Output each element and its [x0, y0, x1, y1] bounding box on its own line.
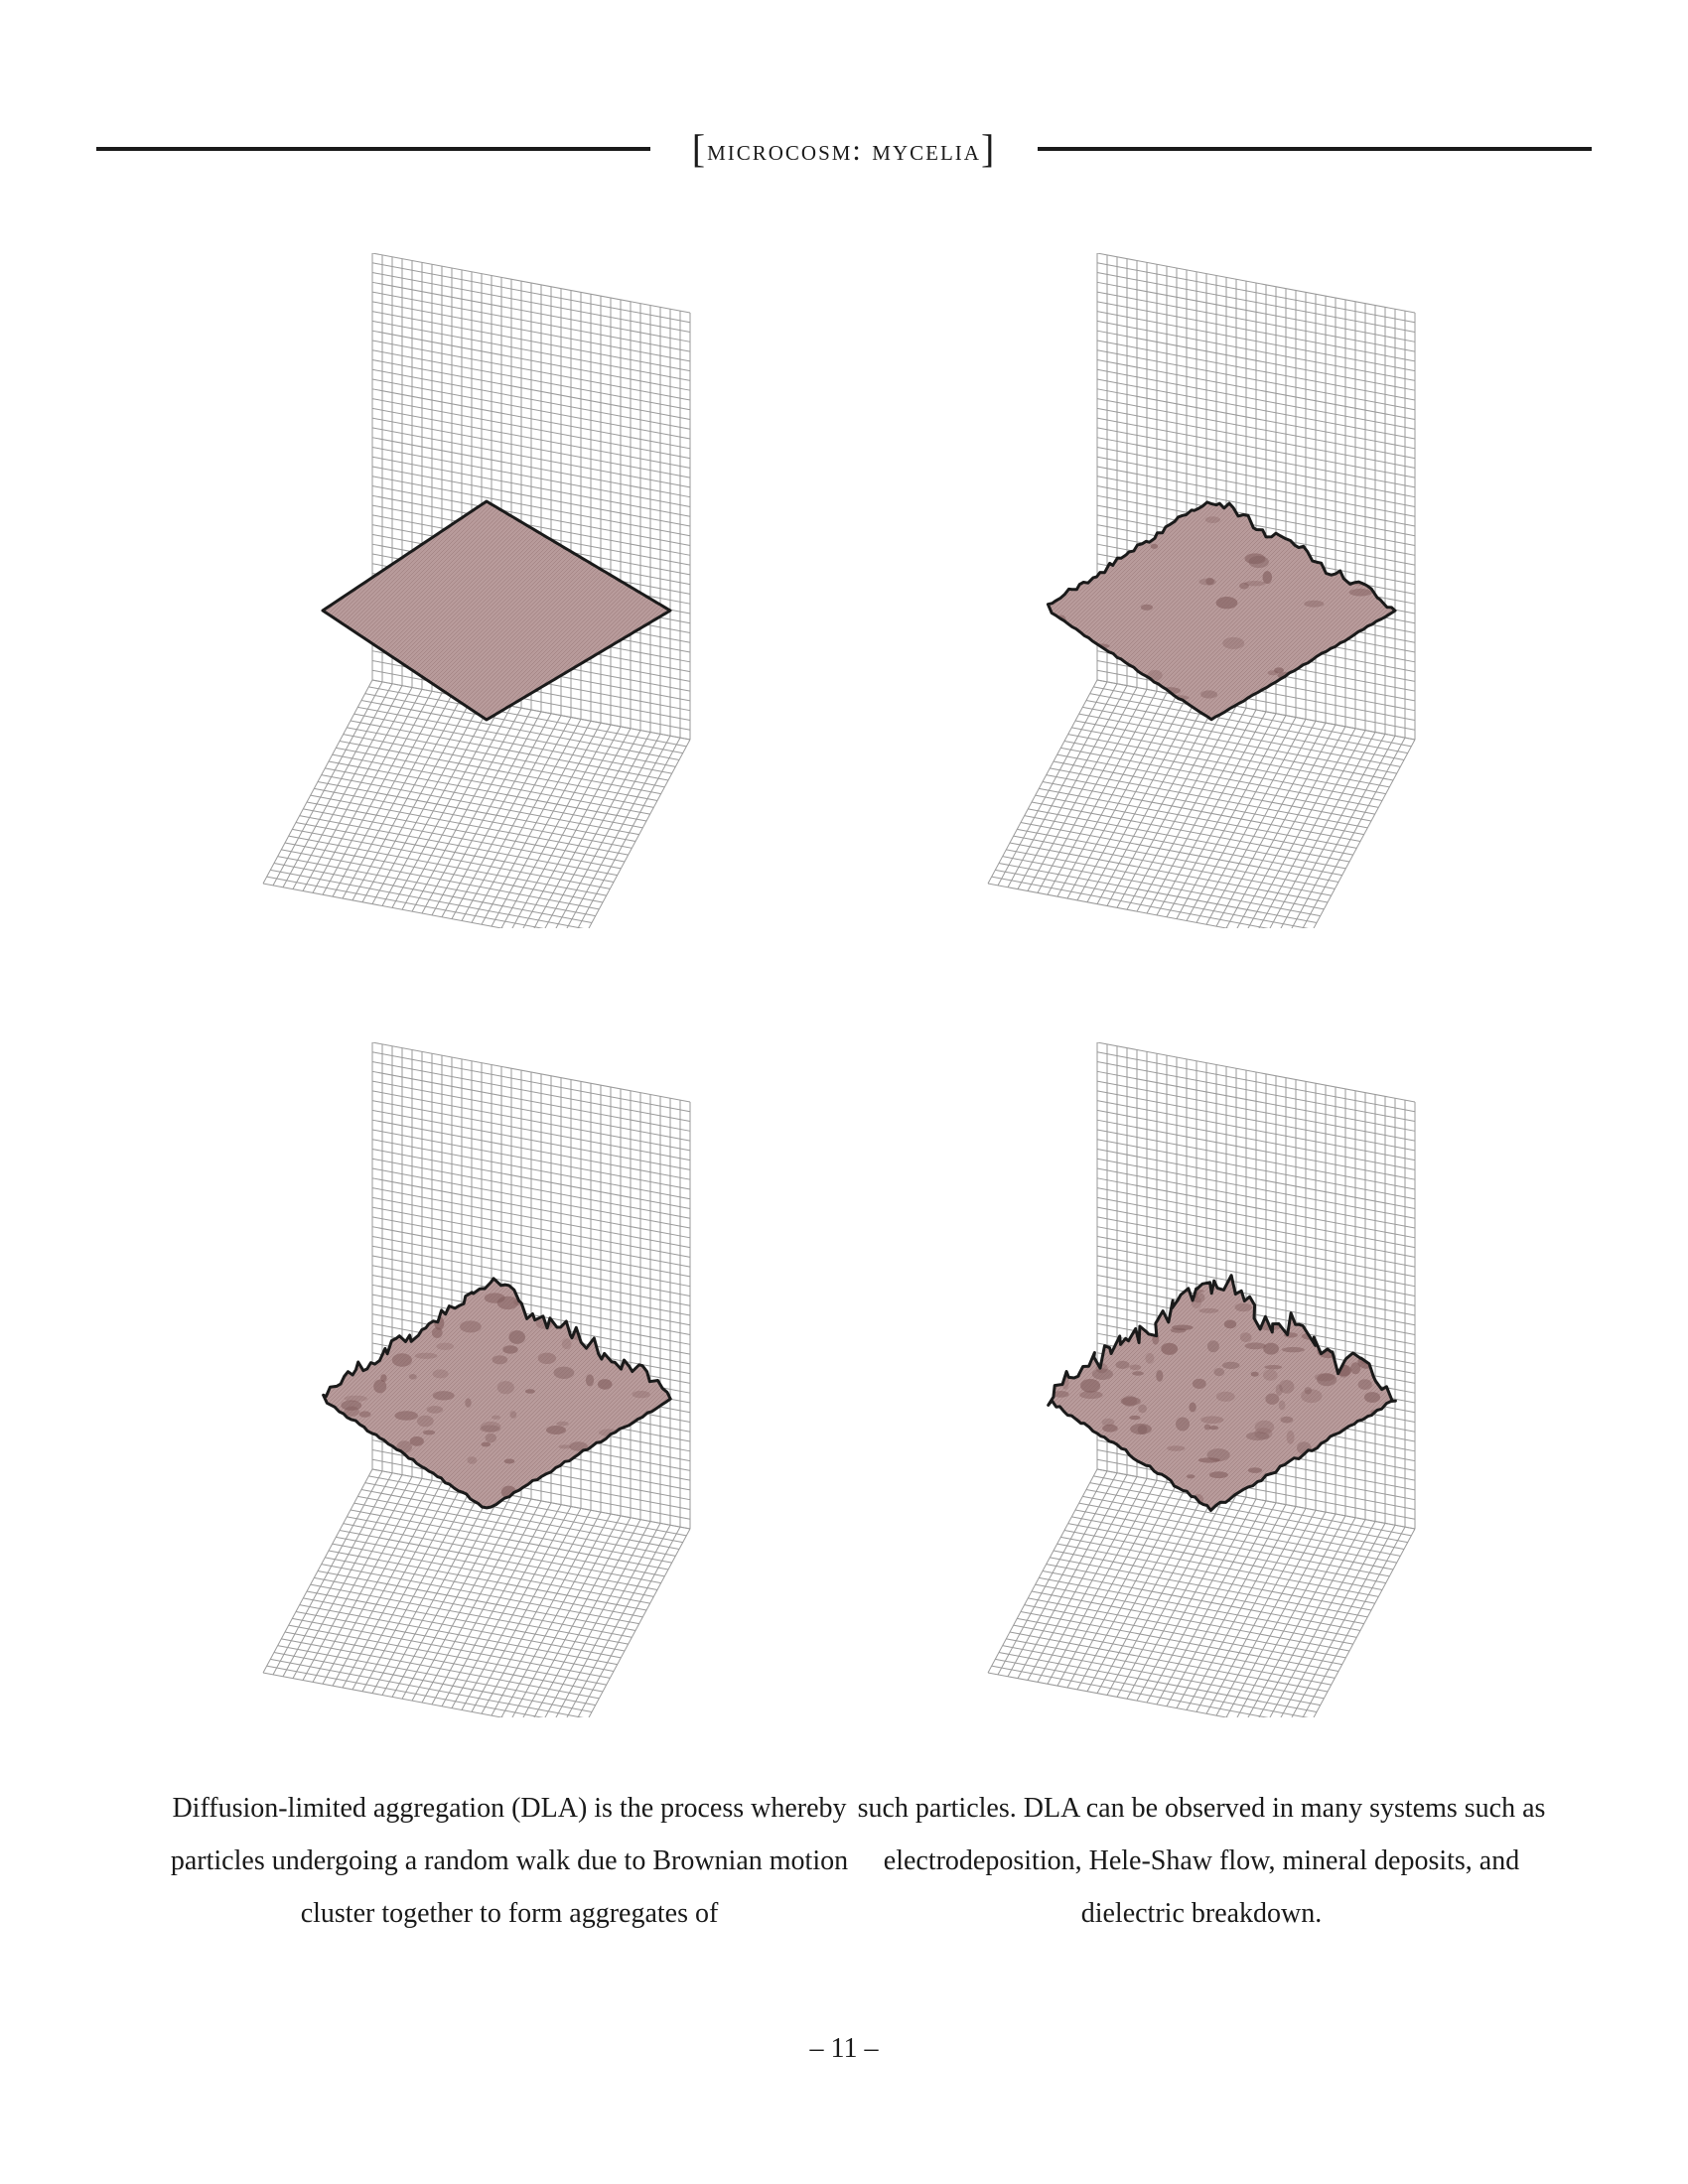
title-close-bracket: ]: [980, 126, 997, 171]
header-rule-left: [96, 147, 650, 151]
header-rule-right: [1038, 147, 1592, 151]
running-header: [0, 124, 1688, 174]
body-text-left-column: Diffusion-limited aggregation (DLA) is the process whereby particles undergoing a random walk due to Brownian motion cluster together to form aggregates of: [170, 1793, 849, 1929]
dla-panel-2: [933, 253, 1549, 928]
floor-grid: [263, 1469, 690, 1717]
section-title: [650, 124, 1038, 176]
floor-grid: [263, 680, 690, 928]
floor-grid: [988, 1469, 1415, 1717]
title-text: microcosm: mycelia: [707, 134, 981, 167]
floor-grid: [988, 680, 1415, 928]
title-open-bracket: [: [691, 126, 708, 171]
dla-panel-4: [933, 1042, 1549, 1717]
dla-panel-3: [209, 1042, 824, 1717]
dla-panel-1: [209, 253, 824, 928]
body-text-right-column: such particles. DLA can be observed in many systems such as electrodeposition, Hele-Shaw flow, mineral deposits, and dielectric breakdown.: [857, 1793, 1546, 1929]
page-number: – 11 –: [809, 2033, 879, 2064]
dla-surface: [324, 1279, 671, 1508]
